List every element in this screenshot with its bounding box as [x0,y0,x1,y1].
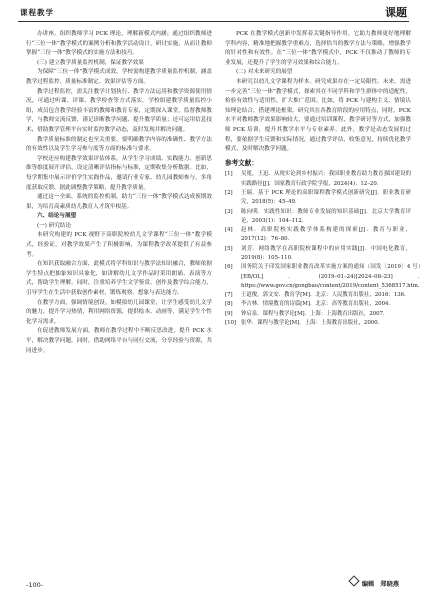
editor-credit [350,578,399,588]
paragraph: 教学过程监控，需关注教学计划执行、教学方法运用和教学资源使用情况，可通过听课、评课、教学检查等方式落实。学校组建教学质量监控小组，成员包含教学经验丰富的教师和教育专家，定期深入课堂，监督教师教学，与教师交流反馈，谨记诊断教学问题、提升教学质量；还可运用信息技术，借助教学管理平台实时监控教学动态，及时发现并解决问题。 [26,88,212,133]
right-column [225,30,424,328]
page-number: -100- [26,581,44,589]
reference-text: 国务院关于印发国家职业教育改革实施方案的通知（国发〔2019〕4 号）[EB/OL]．(2019–01–24)[2024–08–23]．https://www.gov.cn/gongbao/content/2019/content_5368517.htm． [241,264,424,289]
reference-text: 王道俊，郭文安．教育学[M]．北京：人民教育出版社，2016：136． [241,292,410,299]
reference-text: 刘芳．网络教学在高职院校课程中的应用实践[J]．中国电化教育，2019(8)：105–110． [241,245,411,261]
reference-item [225,170,411,189]
paragraph: 本研究以幼儿文学课程为样本。研究成果存在一定局限性。未来，需进一步完善“三位一体”教学模式，探索其在不同学科和学生群体中的适配性，检验有效性与适用性，扩大推广范围。比如，将 PCK 与建构主义、情境认知理论结合，搭建理论框架。研究其在各教育阶段的应用特点，同时，PCK 水平对教师教学效果影响较大，要通过培训课程、教学研讨等方式，加强教师 PCK 培训，提升其教学水平与专业素养。此外，教学是动态发展的过程，要依据学生反馈和实际情况，通过教学评估、收集意见，持续优化教学模式，及时解决教学问题。 [225,78,411,153]
reference-number: [6] [225,264,233,271]
editor-name: 编辑 郑晓燕 [361,581,399,588]
paragraph: 办讲座、组织教师学习 PCK 理论，理解新模式内涵；通过组织教师进行“三位一体”教学模式的案例分析和教学活动设计，研讨实施，从而让教师掌握“三位一体”教学模式的实施方法和技巧。 [26,31,212,57]
header-rule [18,21,409,22]
left-column [26,30,212,356]
diamond-icon [348,575,359,586]
section-heading: 六、结论与展望 [37,213,77,220]
reference-text: 陈向明．实践性知识：教师专业发展的知识基础[J]．北京大学教育评论，2003(1)：104–112． [241,208,411,224]
reference-number: [2] [225,189,233,196]
paragraph: 本研究构建的 PCK 视野下高职院校幼儿文学课程“三位一体”教学模式，经验证，对教学效果产生了积极影响，为课程教学改革提供了有益参考。 [26,232,212,258]
reference-number: [8] [225,301,233,308]
reference-number: [10] [225,320,237,327]
subsection-heading: (三) 建立教学质量监控机制，保证教学效果 [37,59,144,66]
reference-item [225,300,411,309]
section-name: 课题 [385,6,407,19]
subsection-heading: (一) 研究结论 [37,222,72,229]
reference-item [225,263,424,291]
paragraph: 通过这一全面、系统的监控机制，助力“三位一体”教学模式达成预期效果，为培育高素质幼儿教育人才筑牢根基。 [26,194,212,210]
reference-text: 张华．课程与教学论[M]．上海：上海教育出版社，2000． [241,320,384,327]
reference-number: [3] [225,208,233,215]
reference-number: [4] [225,227,233,234]
right-column-body [225,30,411,155]
reference-text: 王瑞．基于 PCK 理论的高职课程教学模式创新研究[J]．职业教育研究，2018(5)：45–49． [241,189,411,206]
reference-text: 钟启泉．课程与教学论[M]．上海：上海教育出版社，2007． [241,310,389,317]
references-list [225,170,424,328]
reference-item [225,310,411,319]
reference-item [225,319,411,328]
reference-text: 吴冕，王迅．从现实论到乡村振兴：我国职业教育助力教育强国建设的实践路径[J]．国家教育行政学院学报，2024(4)：12–20． [241,171,411,187]
paragraph: PCK 在教学模式创新中发挥着关键指导作用。它助力教师更好地理解学科内容，精准地把握教学重难点，选择恰当的教学方法与策略，增强教学的针对性和有效性。在“三位一体”教学模式中，PCK 不仅推动了教师的专业发展，还提升了学生的学习效果和综合能力。 [225,31,411,66]
journal-name: 课程教学 [20,8,54,17]
reference-item [225,291,411,300]
reference-item [225,245,411,264]
subsection-heading: (二) 对未来研究的展望 [236,69,293,76]
paragraph: 在教学方面，强调情境创设。如模拟幼儿园课堂，让学生感受幼儿文学的魅力，提升学习热情，利用网络资源，提供绘本、动画等，满足学生个性化学习需求。 [26,299,212,325]
reference-number: [7] [225,292,233,299]
paragraph: 为保障“三位一体”教学模式成效，学校需构建教学质量监控机制，涵盖教学过程监控、质量标准制定、效果评估等方面。 [26,69,212,85]
reference-text: 赵林．高职院校实践教学体系构建的探索[J]．教育与职业，2017(12)：76–80． [241,227,411,243]
reference-item [225,226,411,245]
reference-item [225,189,411,208]
paragraph: 教学质量标准的制定也至关重要。要明确教学内容的准确性、教学方法的有效性以及学生学习参与度等方面的标准与要求。 [26,136,212,153]
paragraph: 在知识获取融合方面，此模式将学科知识与教学法知识融合，教师依据学生特点把抽象知识具象化，如讲解幼儿文学作品时采用朗诵、表演等方式，帮助学生理解。同时，注重培养学生文学鉴赏、创作及教学综合能力，引导学生在生活中获取创作素材，锻炼观察、想象与表达能力。 [26,261,212,297]
reference-text: 李吉林．情境教育的诗篇[M]．北京：高等教育出版社，2004． [241,301,394,308]
reference-item [225,208,411,227]
reference-number: [9] [225,310,233,317]
paragraph: 在促进教师发展方面，教师在教学过程中不断反思改进，提升 PCK 水平，解决教学问题。同时，借助网络平台与同行交流，分享经验与资源，共同进步。 [26,328,212,354]
page-header [18,0,409,26]
references-title: 参考文献： [225,158,258,167]
paragraph: 学校还应构建教学效果评估体系，从学生学习成绩、实践能力、创新思维等维度展开评估。设定清晰评估指标与标准，定期收集分析数据。比如，每学期集中展示评价学生实践作品，邀请行业专家、幼儿园教师参与，多角度获取反馈，据此调整教学策略，提升教学质量。 [26,155,212,191]
reference-number: [1] [225,171,233,178]
reference-number: [5] [225,245,233,252]
